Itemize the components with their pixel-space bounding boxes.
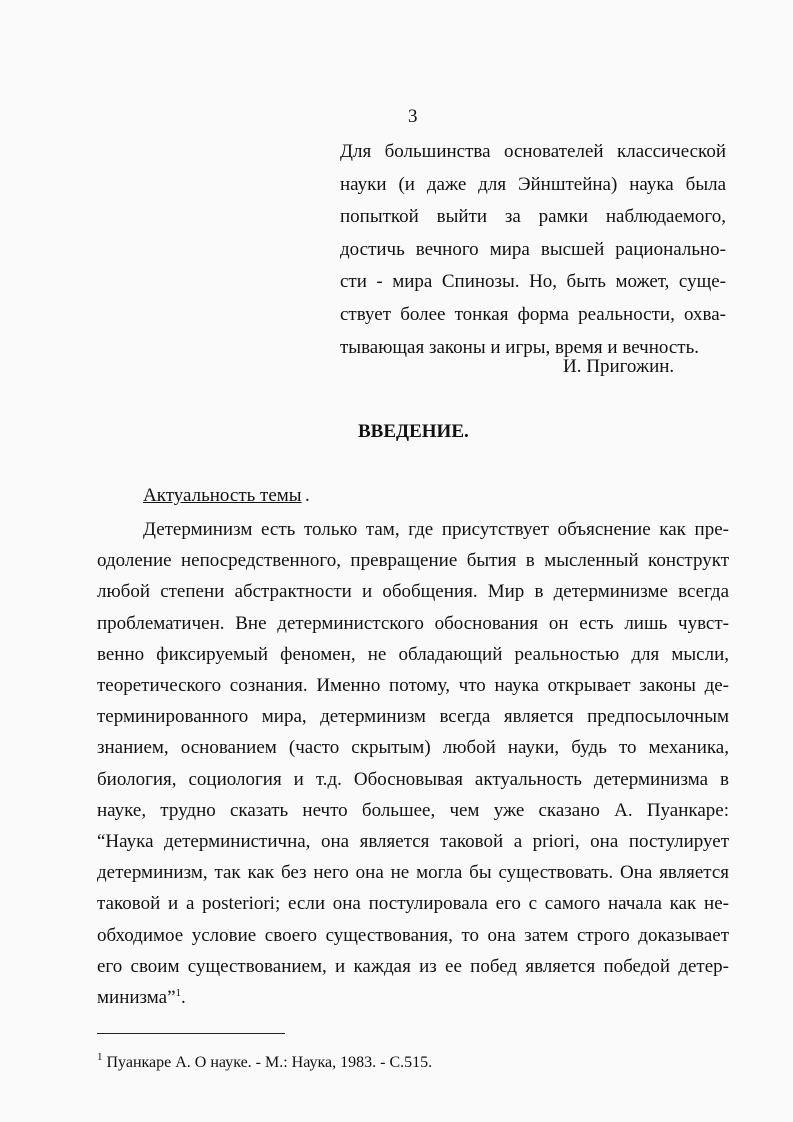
body-line: теоретического сознания. Именно потому, что наука открывает законы де-	[97, 675, 729, 697]
body-line: таковой и а posteriori; если она постулировала его с самого начала как не-	[97, 893, 729, 915]
epigraph-line: Для большинства основателей классической	[340, 141, 726, 162]
epigraph-line: тывающая законы и игры, время и вечность.	[340, 336, 700, 358]
final-punct: .	[181, 987, 186, 1009]
topic-heading: Актуальность темы	[143, 485, 302, 506]
epigraph	[340, 136, 726, 364]
body-line: одоление непосредственного, превращение бытия в мысленный конструкт	[97, 550, 729, 572]
body-line: “Наука детерминистична, она является таковой а priori, она постулирует	[97, 831, 729, 853]
body-line: его своим существованием, и каждая из ее побед является победой детер-	[97, 955, 729, 977]
body-line: науке, трудно сказать нечто большее, чем уже сказано А. Пуанкаре:	[97, 799, 729, 821]
epigraph-line: ствует более тонкая форма реальности, охва-	[340, 303, 726, 325]
epigraph-line: сти - мира Спинозы. Но, быть может, суще-	[340, 271, 726, 293]
page-number: 3	[408, 106, 418, 127]
body-line-last	[97, 982, 729, 1013]
body-line: любой степени абстрактности и обобщения. Мир в детерминизме всегда	[97, 581, 729, 603]
body-line: детерминизм, так как без него она не могла бы существовать. Она является	[97, 862, 729, 884]
topic-heading-punct: .	[305, 485, 310, 506]
body-line: знанием, основанием (часто скрытым) любой науки, будь то механика,	[97, 737, 729, 759]
body-line-text: минизма”	[97, 987, 176, 1009]
footnote-rule	[97, 1033, 285, 1034]
section-title: ВВЕДЕНИЕ.	[358, 421, 469, 442]
footnote-ref[interactable]: 1	[175, 987, 182, 1000]
epigraph-author: И. Пригожин.	[563, 356, 675, 377]
epigraph-line: попыткой выйти за рамки наблюдаемого,	[340, 206, 726, 228]
body-line: терминированного мира, детерминизм всегда является предпосылочным	[97, 706, 729, 728]
epigraph-line: достичь вечного мира высшей рациональнo-	[340, 238, 726, 260]
body-line: Детерминизм есть только там, где присутствует объяснение как пре-	[143, 519, 729, 540]
body-line: биология, социология и т.д. Обосновывая актуальность детерминизма в	[97, 768, 729, 790]
body-line: венно фиксируемый феномен, не обладающий реальностью для мысли,	[97, 643, 729, 665]
footnote	[97, 1051, 433, 1072]
body-line: обходимое условие своего существования, то она затем строго доказывает	[97, 924, 729, 946]
footnote-number: 1	[97, 1051, 103, 1063]
body-line: проблематичен. Вне детерминистского обоснования он есть лишь чувст-	[97, 612, 729, 634]
footnote-text: Пуанкаре А. О науке. - М.: Наука, 1983. - С.515.	[106, 1054, 433, 1071]
body-text	[97, 514, 729, 1013]
epigraph-line: науки (и даже для Эйнштейна) наука была	[340, 173, 726, 195]
